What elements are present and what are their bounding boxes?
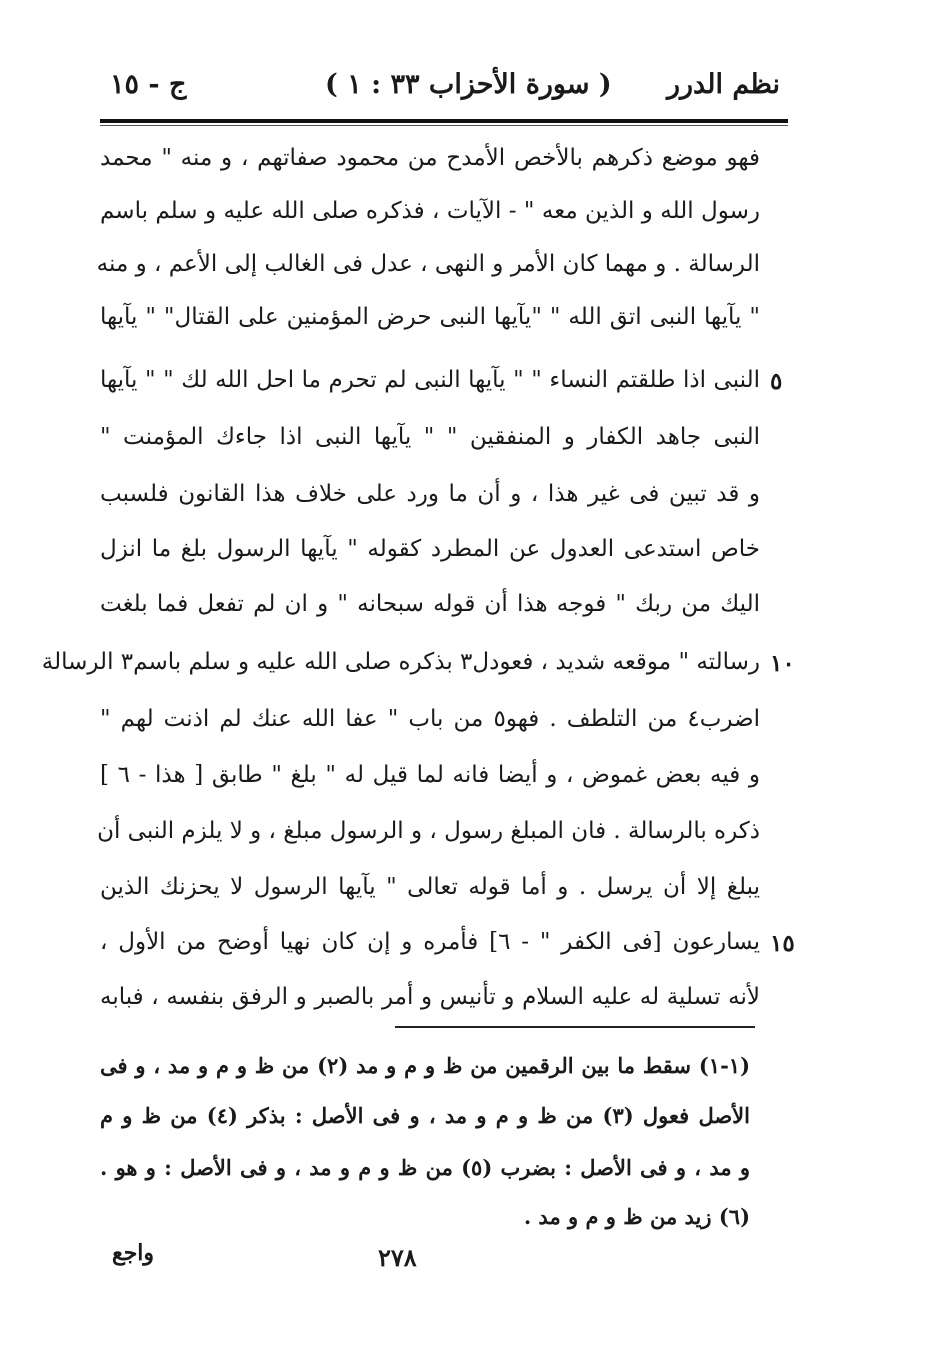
- line-number-10: ١٠: [770, 650, 795, 677]
- text-line-8: خاص استدعى العدول عن المطرد كقوله " يآيها الرسول بلغ ما انزل: [100, 536, 760, 562]
- catchword: واجع: [112, 1240, 155, 1266]
- book-title: نظم الدرر: [666, 69, 780, 100]
- footnote-line-3: و مد ، و فى الأصل : بضرب (٥) من ظ و م و مد ، و فى الأصل : و هو .: [100, 1155, 750, 1180]
- text-line-14: يبلغ إلا أن يرسل . و أما قوله تعالى " يآيها الرسول لا يحزنك الذين: [100, 874, 760, 900]
- text-line-11: اضرب٤ من التلطف . فهو٥ من باب " عفا الله عنك لم اذنت لهم ": [100, 706, 760, 732]
- text-line-10: رسالته " موقعه شديد ، فعودل٣ بذكره صلى الله عليه و سلم باسم٣ الرسالة: [41, 649, 760, 675]
- text-line-15: يسارعون [فى الكفر " - ٦] فأمره و إن كان نهيا أوضح من الأول ،: [100, 929, 760, 955]
- header-rule-thin: [100, 125, 788, 126]
- text-line-9: اليك من ربك " فوجه هذا أن قوله سبحانه " و ان لم تفعل فما بلغت: [100, 591, 760, 617]
- page-number: ٢٧٨: [378, 1243, 417, 1272]
- text-line-7: و قد تبين فى غير هذا ، و أن ما ورد على خلاف هذا القانون فلسبب: [100, 481, 760, 507]
- text-line-12: و فيه بعض غموض ، و أيضا فانه لما قيل له " بلغ " طابق [ هذا - ٦ ]: [100, 762, 760, 788]
- footnote-line-2: الأصل فعول (٣) من ظ و م و مد ، و فى الأصل : بذكر (٤) من ظ و م: [100, 1103, 750, 1128]
- text-line-6: النبى جاهد الكفار و المنفقين " " يآيها النبى اذا جاءك المؤمنت ": [100, 424, 760, 450]
- header-rule: [100, 119, 788, 123]
- footnote-line-4: (٦) زيد من ظ و م و مد .: [523, 1204, 750, 1229]
- text-line-2: رسول الله و الذين معه " - الآيات ، فذكره صلى الله عليه و سلم باسم: [100, 198, 760, 224]
- line-number-5: ٥: [770, 368, 783, 395]
- line-number-15: ١٥: [770, 930, 795, 957]
- text-line-13: ذكره بالرسالة . فان المبلغ رسول ، و الرسول مبلغ ، و لا يلزم النبى أن: [97, 818, 760, 844]
- footnote-line-1: (١-١) سقط ما بين الرقمين من ظ و م و مد (٢) من ظ و م و مد ، و فى: [100, 1053, 750, 1078]
- text-line-1: فهو موضع ذكرهم بالأخص الأمدح من محمود صفاتهم ، و منه " محمد: [100, 145, 760, 171]
- surah-reference: ( سورة الأحزاب ٣٣ : ١ ): [325, 69, 612, 100]
- footnote-separator: [395, 1026, 755, 1028]
- text-line-3: الرسالة . و مهما كان الأمر و النهى ، عدل فى الغالب إلى الأعم ، و منه: [96, 251, 760, 277]
- text-line-5: النبى اذا طلقتم النساء " " يآيها النبى لم تحرم ما احل الله لك " " يآيها: [100, 367, 760, 393]
- text-line-4: " يآيها النبى اتق الله " "يآيها النبى حرض المؤمنين على القتال" " يآيها: [100, 304, 760, 330]
- volume-number: ج - ١٥: [110, 69, 187, 100]
- text-line-16: لأنه تسلية له عليه السلام و تأنيس و أمر بالصبر و الرفق بنفسه ، فبابه: [100, 984, 760, 1010]
- running-header: [100, 62, 780, 108]
